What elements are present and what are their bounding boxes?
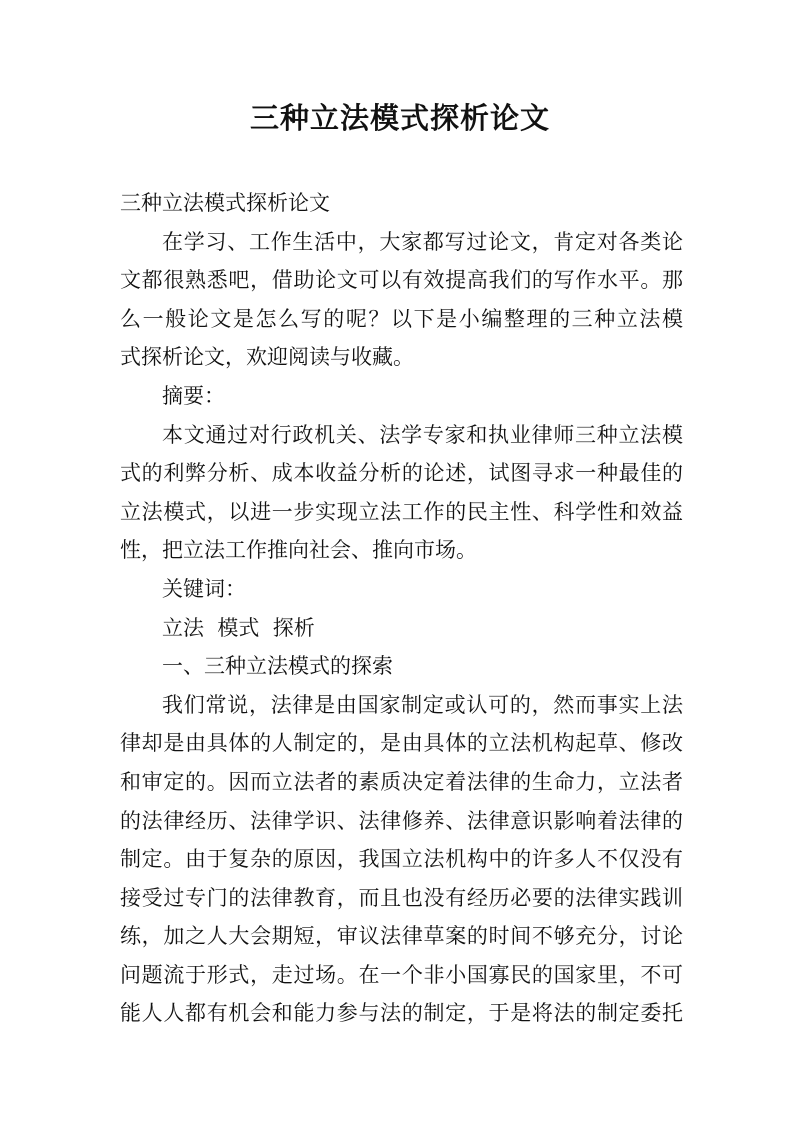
- paragraph-line: 文都很熟悉吧，借助论文可以有效提高我们的写作水平。那: [120, 268, 683, 293]
- paragraph-line: 在学习、工作生活中，大家都写过论文，肯定对各类论: [162, 229, 683, 254]
- paragraph-line: 式的利弊分析、成本收益分析的论述，试图寻求一种最佳的: [120, 461, 683, 486]
- paragraph-line: 本文通过对行政机关、法学专家和执业律师三种立法模: [162, 422, 683, 447]
- keywords-line: 立法 模式 探析: [162, 615, 315, 640]
- abstract-heading: 摘要：: [162, 383, 225, 408]
- paragraph-line: 和审定的。因而立法者的素质决定着法律的生命力，立法者: [120, 769, 683, 794]
- paragraph-line: 的法律经历、法律学识、法律修养、法律意识影响着法律的: [120, 808, 683, 833]
- section-heading: 一、三种立法模式的探索: [162, 654, 393, 679]
- paragraph-line: 问题流于形式，走过场。在一个非小国寡民的国家里，不可: [120, 962, 683, 987]
- paragraph-line: 律却是由具体的人制定的，是由具体的立法机构起草、修改: [120, 731, 683, 756]
- document-title: 三种立法模式探析论文: [249, 101, 550, 135]
- paragraph-line: 练，加之人大会期短，审议法律草案的时间不够充分，讨论: [120, 924, 683, 949]
- paragraph-line: 制定。由于复杂的原因，我国立法机构中的许多人不仅没有: [120, 847, 683, 872]
- paragraph-line: 么一般论文是怎么写的呢？以下是小编整理的三种立法模: [120, 306, 683, 331]
- paragraph-line: 立法模式，以进一步实现立法工作的民主性、科学性和效益: [120, 499, 683, 524]
- document-body: [120, 184, 683, 1033]
- paragraph-line: 式探析论文，欢迎阅读与收藏。: [120, 345, 414, 370]
- paragraph-line: 我们常说，法律是由国家制定或认可的，然而事实上法: [162, 692, 683, 717]
- paragraph-line: 接受过专门的法律教育，而且也没有经历必要的法律实践训: [120, 885, 683, 910]
- keywords-heading: 关键词：: [162, 576, 246, 601]
- paragraph-line: 性，把立法工作推向社会、推向市场。: [120, 538, 477, 563]
- body-heading-line: 三种立法模式探析论文: [120, 191, 330, 215]
- paragraph-line: 能人人都有机会和能力参与法的制定，于是将法的制定委托: [120, 1001, 683, 1026]
